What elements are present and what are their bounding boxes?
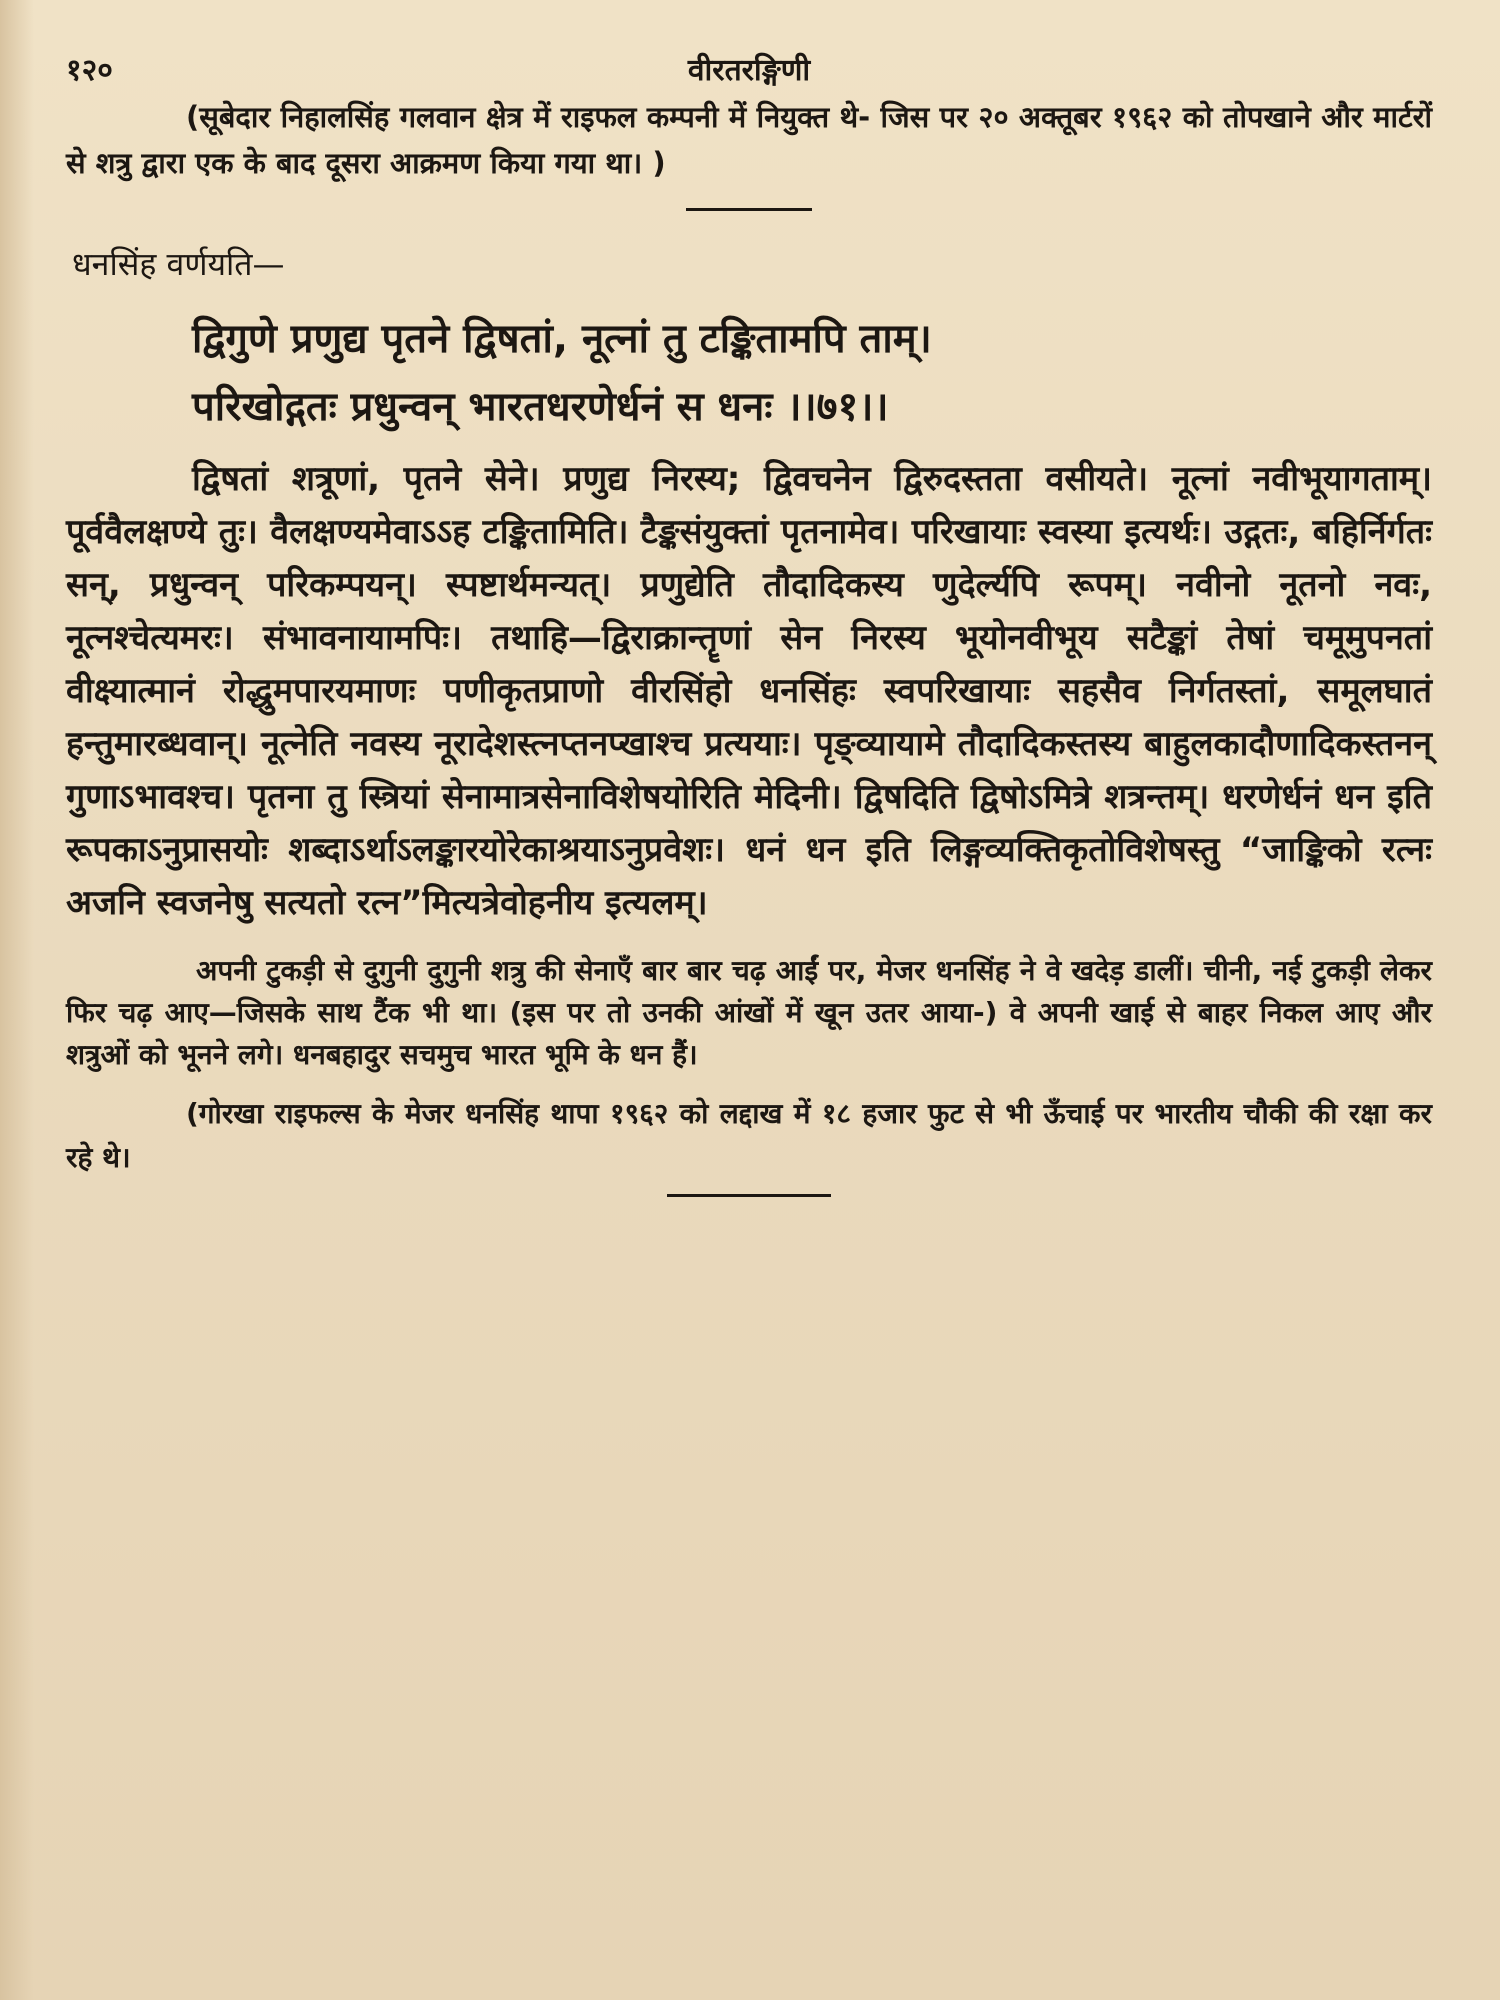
translation-paragraph (66, 950, 1432, 1076)
commentary-text: द्विषतां शत्रूणां, पृतने सेने। प्रणुद्य निरस्य; द्विवचनेन द्विरुदस्तता वसीयते। नूत्नां नवीभूयागताम्। पूर्ववैलक्षण्ये तुः। वैलक्षण्यमेवाऽऽह टङ्कितामिति। टैङ्कसंयुक्तां पृतनामेव। परिखायाः स्वस्या इत्यर्थः। उद्गतः, बहिर्निर्गतः सन्, प्रधुन्वन् परिकम्पयन्। स्पष्टार्थमन्यत्। प्रणुद्येति तौदादिकस्य णुदेर्ल्यपि रूपम्। नवीनो नूतनो नवः, नूत्नश्चेत्यमरः। संभावनायामपिः। तथाहि—द्विराक्रान्तॄणां सेन निरस्य भूयोनवीभूय सटैङ्कां तेषां चमूमुपनतां वीक्ष्यात्मानं रोद्धुमपारयमाणः पणीकृतप्राणो वीरसिंहो धनसिंहः स्वपरिखायाः सहसैव निर्गतस्तां, समूलघातं हन्तुमारब्धवान्। नूत्नेति नवस्य नूरादेशस्त्नप्तनप्खाश्च प्रत्ययाः। पृङ्व्यायामे तौदादिकस्तस्य बाहुलकादौणादिकस्तनन् गुणाऽभावश्च। पृतना तु स्त्रियां सेनामात्रसेनाविशेषयोरिति मेदिनी। द्विषदिति द्विषोऽमित्रे शत्रन्तम्। धरणेर्धनं धन इति रूपकाऽनुप्रासयोः शब्दाऽर्थाऽलङ्कारयोरेकाश्रयाऽनुप्रवेशः। धनं धन इति लिङ्गव्यक्तिकृतोविशेषस्तु “जाङ्किको रत्नः अजनि स्वजनेषु सत्यतो रत्न”मित्यत्रेवोहनीय इत्यलम्। (66, 459, 1432, 923)
page-number: १२० (66, 53, 113, 88)
section-divider (686, 208, 812, 211)
section-divider (667, 1194, 831, 1197)
verse-block (66, 305, 1432, 441)
commentary-paragraph (66, 453, 1432, 930)
running-title: वीरतरङ्गिणी (687, 53, 811, 88)
footnote-paragraph (66, 1092, 1432, 1180)
footnote-text: (गोरखा राइफल्स के मेजर धनसिंह थापा १९६२ को लद्दाख में १८ हजार फुट से भी ऊँचाई पर भारतीय चौकी की रक्षा कर रहे थे। (66, 1097, 1432, 1174)
verse-line-1: द्विगुणे प्रणुद्य पृतने द्विषतां, नूत्नां तु टङ्कितामपि ताम्। (192, 316, 932, 362)
top-note-paragraph (66, 94, 1432, 186)
verse-line-2: परिखोद्गतः प्रधुन्वन् भारतधरणेर्धनं स धनः ।।७१।। (192, 384, 889, 430)
top-note-text: (सूबेदार निहालसिंह गलवान क्षेत्र में राइफल कम्पनी में नियुक्त थे- जिस पर २० अक्तूबर १९६२ को तोपखाने और मार्टरों से शत्रु द्वारा एक के बाद दूसरा आक्रमण किया गया था। ) (66, 100, 1432, 180)
translation-text: अपनी टुकड़ी से दुगुनी दुगुनी शत्रु की सेनाएँ बार बार चढ़ आईं पर, मेजर धनसिंह ने वे खदेड़ डालीं। चीनी, नई टुकड़ी लेकर फिर चढ़ आए—जिसके साथ टैंक भी था। (इस पर तो उनकी आंखों में खून उतर आया-) वे अपनी खाई से बाहर निकल आए और शत्रुओं को भूनने लगे। धनबहादुर सचमुच भारत भूमि के धन हैं। (66, 954, 1432, 1071)
speaker-line: धनसिंह वर्णयति— (72, 245, 285, 283)
page-header (66, 48, 1432, 94)
